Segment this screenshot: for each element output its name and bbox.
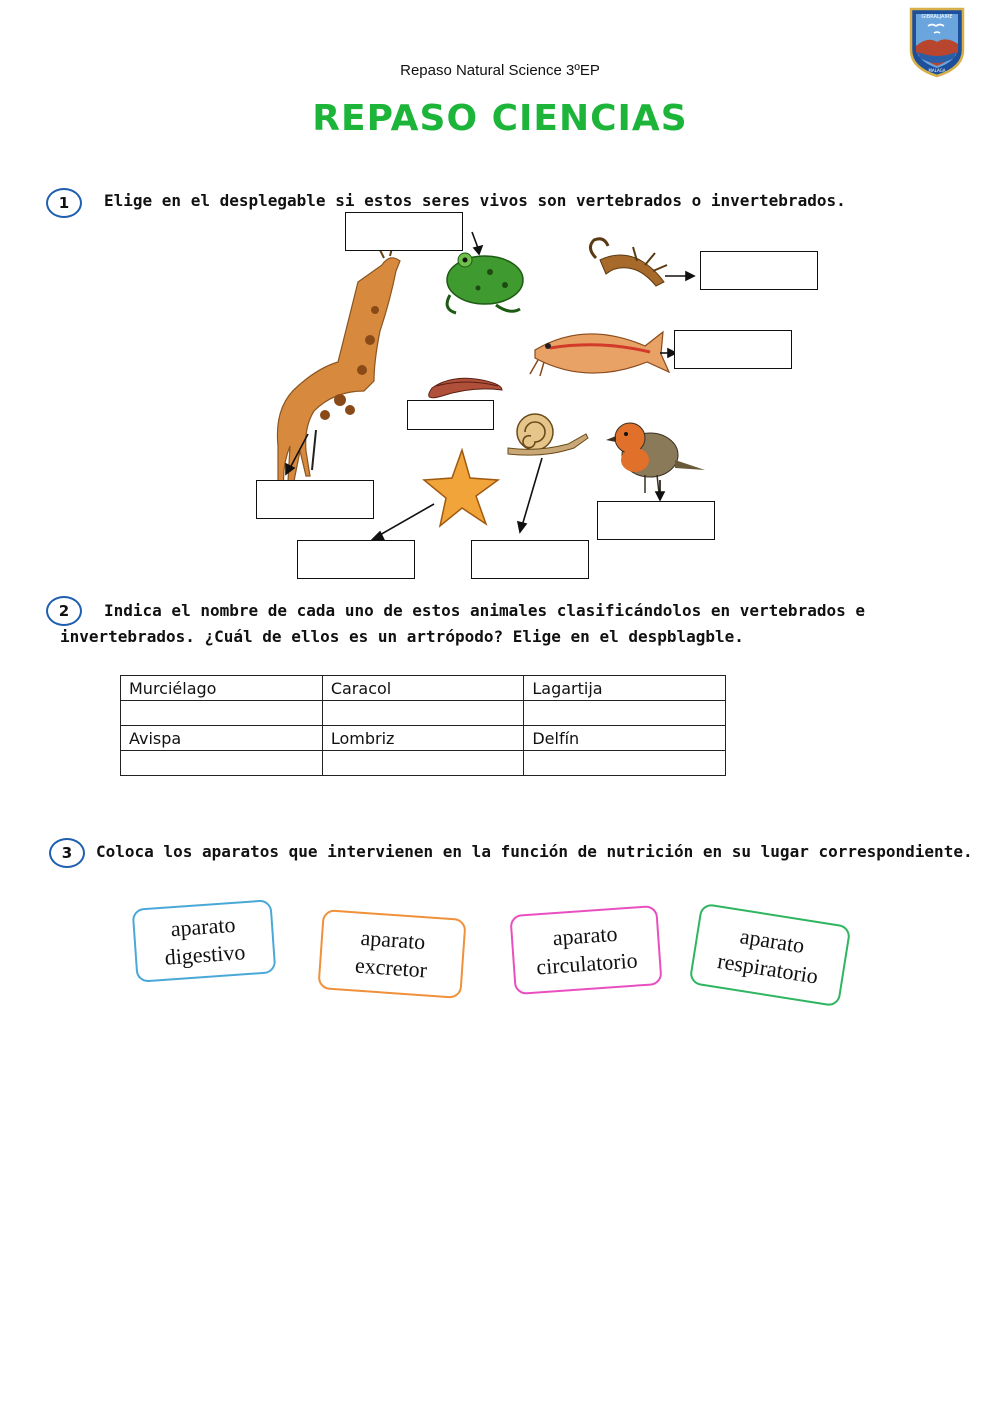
table-answer-cell[interactable] [322, 751, 524, 776]
table-cell: Murciélago [121, 676, 323, 701]
question-2-number: 2 [46, 596, 82, 626]
card-aparato-circulatorio[interactable] [509, 905, 662, 995]
scorpion-image [590, 239, 667, 286]
table-answer-cell[interactable] [121, 701, 323, 726]
table-answer-cell[interactable] [524, 751, 726, 776]
card-aparato-digestivo[interactable] [132, 899, 277, 983]
answer-box-frog[interactable] [345, 212, 463, 251]
fish-image [530, 332, 669, 376]
page-title: REPASO CIENCIAS [312, 98, 688, 139]
card-line1: aparato [738, 923, 807, 959]
card-aparato-respiratorio[interactable] [689, 903, 852, 1008]
answer-box-fish[interactable] [674, 330, 792, 369]
answer-box-starfish[interactable] [297, 540, 415, 579]
table-cell: Lombriz [322, 726, 524, 751]
answer-box-giraffe[interactable] [256, 480, 374, 519]
card-line2: digestivo [163, 939, 247, 970]
table-cell: Delfín [524, 726, 726, 751]
question-1-text: Elige en el desplegable si estos seres vivos son vertebrados o invertebrados. [104, 191, 846, 210]
card-line1: aparato [169, 911, 237, 942]
card-line2: excretor [354, 952, 428, 983]
table-row [121, 676, 726, 701]
answer-box-scorpion[interactable] [700, 251, 818, 290]
table-answer-cell[interactable] [322, 701, 524, 726]
table-cell: Avispa [121, 726, 323, 751]
robin-image [606, 423, 705, 493]
answer-box-robin[interactable] [597, 501, 715, 540]
table-cell: Caracol [322, 676, 524, 701]
card-line1: aparato [359, 924, 427, 955]
table-cell: Lagartija [524, 676, 726, 701]
animals-table [120, 675, 726, 776]
question-1-number: 1 [46, 188, 82, 218]
card-aparato-excretor[interactable] [317, 909, 466, 999]
giraffe-image [277, 248, 400, 486]
card-line2: circulatorio [535, 947, 639, 980]
question-2-line1: Indica el nombre de cada uno de estos animales clasificándolos en vertebrados e [104, 601, 865, 620]
answer-box-snail[interactable] [471, 540, 589, 579]
card-line2: respiratorio [715, 948, 820, 989]
logo-text: GIBRALJAIRE [921, 14, 953, 20]
table-row [121, 726, 726, 751]
table-row [121, 751, 726, 776]
table-answer-cell[interactable] [524, 701, 726, 726]
snail-image [508, 414, 588, 455]
earthworm-image [429, 378, 502, 398]
question-3-text: Coloca los aparatos que intervienen en la función de nutrición en su lugar correspondiente. [96, 842, 973, 861]
question-3-number: 3 [49, 838, 85, 868]
table-answer-cell[interactable] [121, 751, 323, 776]
card-line1: aparato [551, 920, 619, 951]
table-row [121, 701, 726, 726]
frog-image [447, 253, 523, 313]
page-subtitle: Repaso Natural Science 3ºEP [400, 62, 600, 79]
logo-subtext: MALAGA [928, 68, 946, 73]
question-2-line2: invertebrados. ¿Cuál de ellos es un artrópodo? Elige en el despblagble. [60, 627, 744, 646]
starfish-image [424, 450, 498, 526]
answer-box-earthworm[interactable] [407, 400, 494, 430]
